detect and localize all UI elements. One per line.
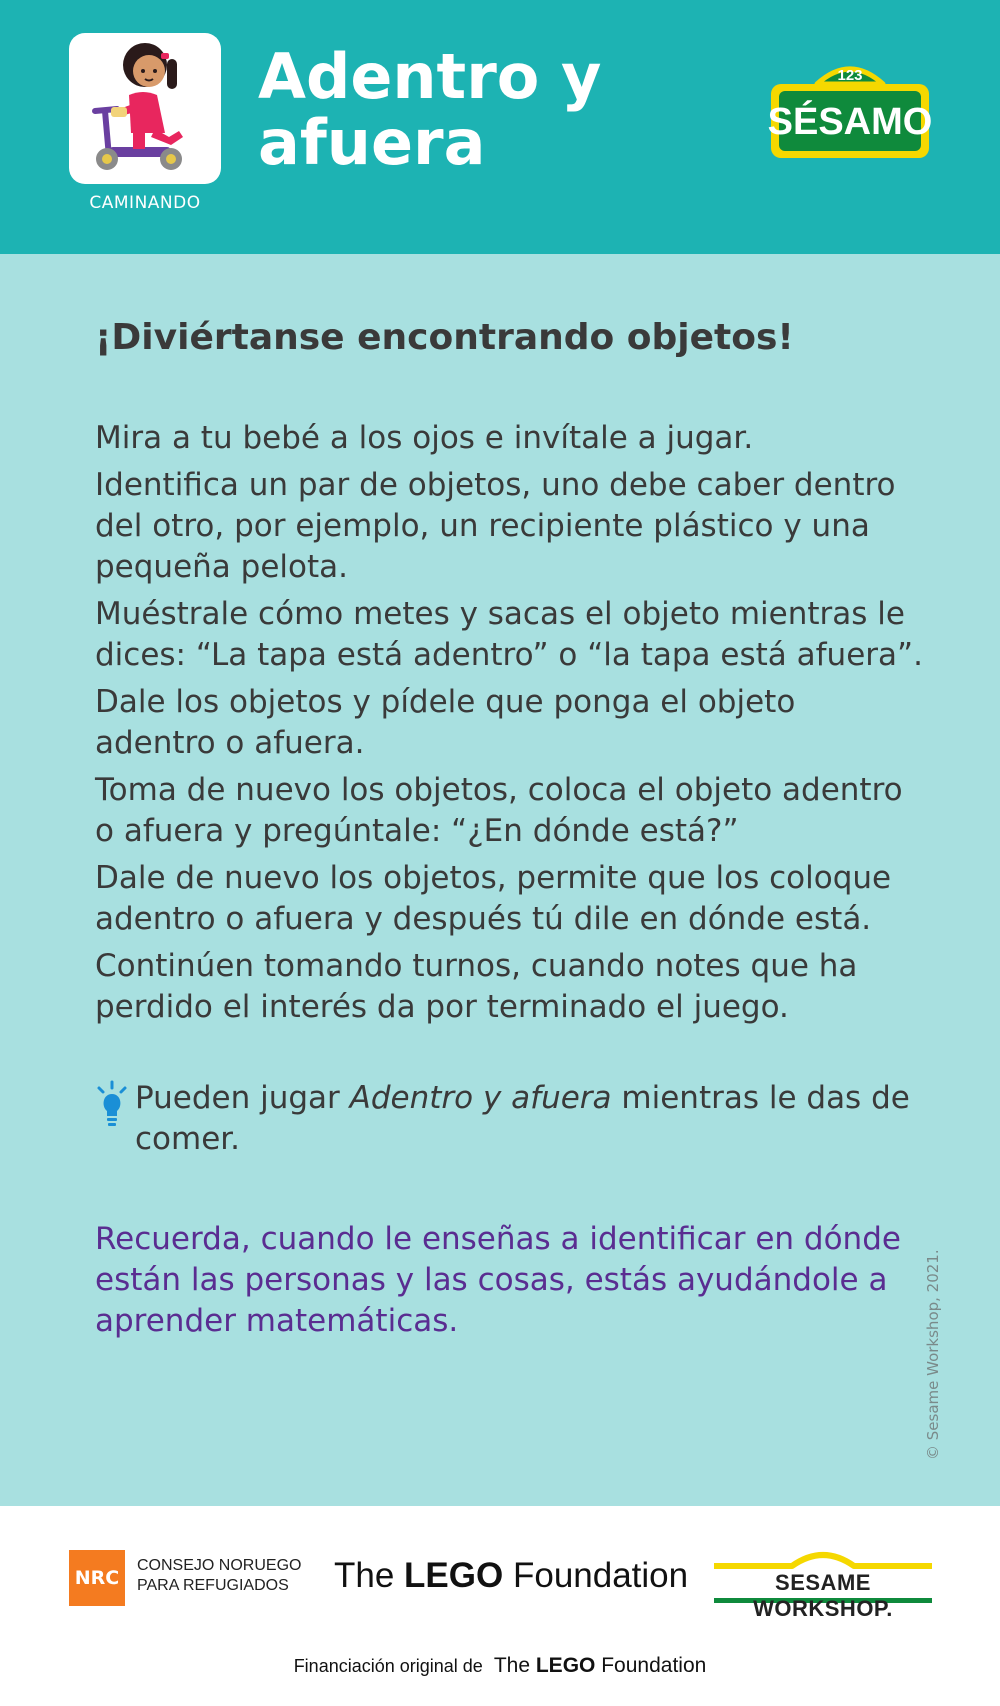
page-title (258, 40, 602, 179)
instruction-item: Dale de nuevo los objetos, permite que los coloque adentro o afuera y después tú dile en dónde está. (95, 860, 892, 937)
stage-label: CAMINANDO (89, 193, 201, 213)
tip-text-end: mientras le das de comer. (135, 1080, 910, 1157)
instruction-item: Continúen tomando turnos, cuando notes que ha perdido el interés da por terminado el juego. (95, 948, 858, 1025)
tip-text-start: Pueden jugar (135, 1080, 350, 1116)
funding-lego-foundation: Foundation (601, 1654, 707, 1677)
funding-lego-logo (494, 1654, 706, 1677)
sesame-workshop-text: SESAME WORKSHOP. (753, 1570, 893, 1621)
page-title-line-2: afuera (258, 106, 486, 179)
lego-the: The (334, 1556, 395, 1595)
instruction-item: Mira a tu bebé a los ojos e invítale a jugar. (95, 420, 754, 456)
lego-foundation-word: Foundation (512, 1556, 689, 1595)
lego-brand: LEGO (404, 1556, 504, 1595)
walking-stage-icon (69, 33, 221, 184)
main-content (0, 254, 1000, 1506)
funding-text: Financiación original de (293, 1656, 483, 1676)
copyright-text: © Sesame Workshop, 2021. (924, 1249, 942, 1460)
nrc-logo: NRC (69, 1550, 125, 1606)
girl-on-scooter-illustration (69, 33, 221, 184)
instruction-item: Toma de nuevo los objetos, coloca el objeto adentro o afuera y pregúntale: “¿En dónde está?” (95, 772, 903, 849)
instruction-item: Identifica un par de objetos, uno debe caber dentro del otro, por ejemplo, un recipiente plástico y una pequeña pelota. (95, 467, 896, 585)
nrc-name (137, 1556, 337, 1596)
footer (0, 1506, 1000, 1706)
nrc-name-line-2: PARA REFUGIADOS (137, 1577, 289, 1594)
reminder-text: Recuerda, cuando le enseñas a identificar en dónde están las personas y las cosas, estás ayudándole a aprender matemáticas. (95, 1221, 901, 1339)
instruction-item: Muéstrale cómo metes y sacas el objeto mientras le dices: “La tapa está adentro” o “la tapa está afuera”. (95, 596, 923, 673)
lego-foundation-logo (334, 1556, 688, 1596)
funding-lego-the: The (493, 1654, 531, 1677)
nrc-name-line-1: CONSEJO NORUEGO (137, 1557, 302, 1574)
headline: ¡Diviértanse encontrando objetos! (95, 317, 794, 358)
sesamo-logo-number: 123 (837, 67, 863, 84)
sesamo-logo-text: SÉSAMO (767, 101, 933, 143)
page-title-line-1: Adentro y (258, 40, 602, 113)
lightbulb-icon (95, 1080, 135, 1128)
funding-lego-brand: LEGO (535, 1654, 596, 1677)
sesame-workshop-logo (712, 1546, 934, 1621)
tip-game-name: Adentro y afuera (349, 1080, 612, 1116)
instruction-item: Dale los objetos y pídele que ponga el objeto adentro o afuera. (95, 684, 796, 761)
tip-text (95, 1078, 925, 1160)
instruction-list (95, 418, 925, 1034)
header (0, 0, 1000, 254)
sesamo-street-sign-logo (765, 58, 935, 166)
funding-credit (0, 1654, 1000, 1678)
tip (95, 1078, 925, 1160)
